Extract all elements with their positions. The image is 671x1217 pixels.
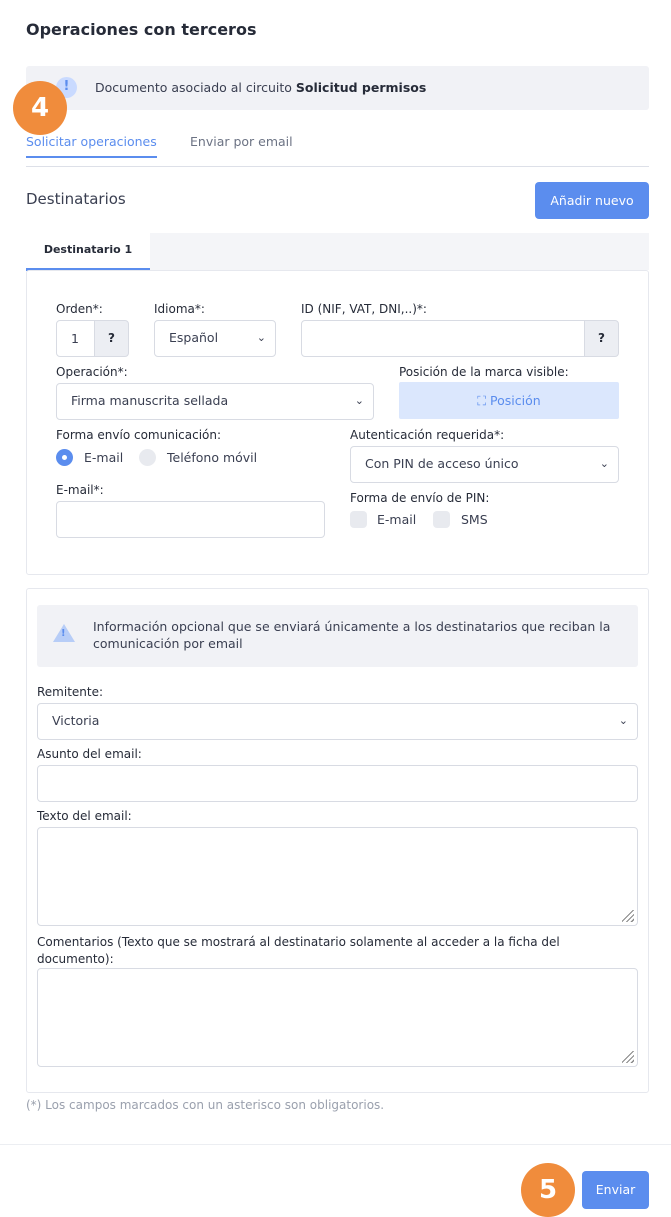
comments-textarea[interactable]	[37, 968, 638, 1067]
operation-select[interactable]	[56, 383, 374, 420]
sender-select[interactable]	[37, 703, 638, 740]
body-label: Texto del email:	[37, 809, 132, 823]
delivery-email-label: E-mail	[84, 450, 124, 465]
sender-label: Remitente:	[37, 685, 104, 699]
delivery-label: Forma envío comunicación:	[56, 428, 222, 442]
info-icon: !	[56, 77, 77, 98]
order-help-button[interactable]: ?	[94, 320, 129, 357]
order-label: Orden*:	[56, 302, 103, 316]
step-badge-4: 4	[13, 81, 67, 135]
language-value: Español	[169, 330, 219, 345]
id-help-button[interactable]: ?	[584, 320, 619, 357]
auth-label: Autenticación requerida*:	[350, 428, 505, 442]
comments-label: Comentarios (Texto que se mostrará al destinatario solamente al acceder a la ficha del documento):	[37, 935, 560, 966]
delivery-phone-label: Teléfono móvil	[167, 450, 258, 465]
chevron-down-icon: ⌄	[256, 331, 266, 344]
mark-position-label: Posición de la marca visible:	[399, 365, 569, 379]
auth-select[interactable]	[350, 446, 619, 483]
circuit-notice-text	[95, 80, 426, 95]
id-label: ID (NIF, VAT, DNI,..)*:	[301, 302, 427, 316]
operation-value: Firma manuscrita sellada	[71, 393, 229, 408]
position-button[interactable]	[399, 382, 619, 419]
warning-icon-mark: !	[61, 628, 66, 639]
tab-recipient-1[interactable]: Destinatario 1	[26, 233, 150, 271]
tab-enviar-por-email[interactable]: Enviar por email	[190, 134, 293, 149]
auth-value: Con PIN de acceso único	[365, 456, 519, 471]
email-label: E-mail*:	[56, 483, 104, 497]
notice-prefix: Documento asociado al circuito	[95, 80, 292, 95]
delivery-phone-radio[interactable]	[139, 449, 156, 466]
chevron-down-icon: ⌄	[354, 394, 364, 407]
subject-input[interactable]	[37, 765, 638, 802]
subject-label: Asunto del email:	[37, 747, 142, 761]
required-fields-note: (*) Los campos marcados con un asterisco son obligatorios.	[26, 1098, 385, 1112]
send-button[interactable]: Enviar	[582, 1171, 649, 1209]
tabs-divider	[26, 166, 649, 167]
id-input[interactable]	[301, 320, 585, 357]
resize-handle-icon[interactable]	[622, 910, 634, 922]
notice-circuit-name: Solicitud permisos	[295, 80, 427, 95]
pin-sms-label: SMS	[461, 512, 488, 527]
pin-label: Forma de envío de PIN:	[350, 491, 490, 505]
page-title: Operaciones con terceros	[26, 20, 257, 39]
pin-email-checkbox[interactable]	[350, 511, 367, 528]
resize-handle-icon[interactable]	[622, 1051, 634, 1063]
delivery-email-radio[interactable]	[56, 449, 73, 466]
email-input[interactable]	[56, 501, 325, 538]
pin-sms-checkbox[interactable]	[433, 511, 450, 528]
tab-solicitar-operaciones[interactable]: Solicitar operaciones	[26, 134, 157, 149]
body-textarea[interactable]	[37, 827, 638, 926]
footer-divider	[0, 1144, 671, 1145]
language-label: Idioma*:	[154, 302, 205, 316]
position-button-label: Posición	[490, 393, 541, 408]
chevron-down-icon: ⌄	[618, 714, 628, 727]
chevron-down-icon: ⌄	[599, 457, 609, 470]
recipients-section-title: Destinatarios	[26, 190, 126, 208]
order-input[interactable]: 1	[56, 320, 95, 357]
language-select[interactable]	[154, 320, 276, 357]
sender-value: Victoria	[52, 713, 100, 728]
add-recipient-button[interactable]: Añadir nuevo	[535, 182, 649, 219]
step-badge-5: 5	[521, 1163, 575, 1217]
operation-label: Operación*:	[56, 365, 128, 379]
optional-info-text: Información opcional que se enviará únicamente a los destinatarios que reciban la comunicación por email	[93, 619, 611, 651]
position-icon: ⛶	[477, 393, 487, 408]
pin-email-label: E-mail	[377, 512, 417, 527]
